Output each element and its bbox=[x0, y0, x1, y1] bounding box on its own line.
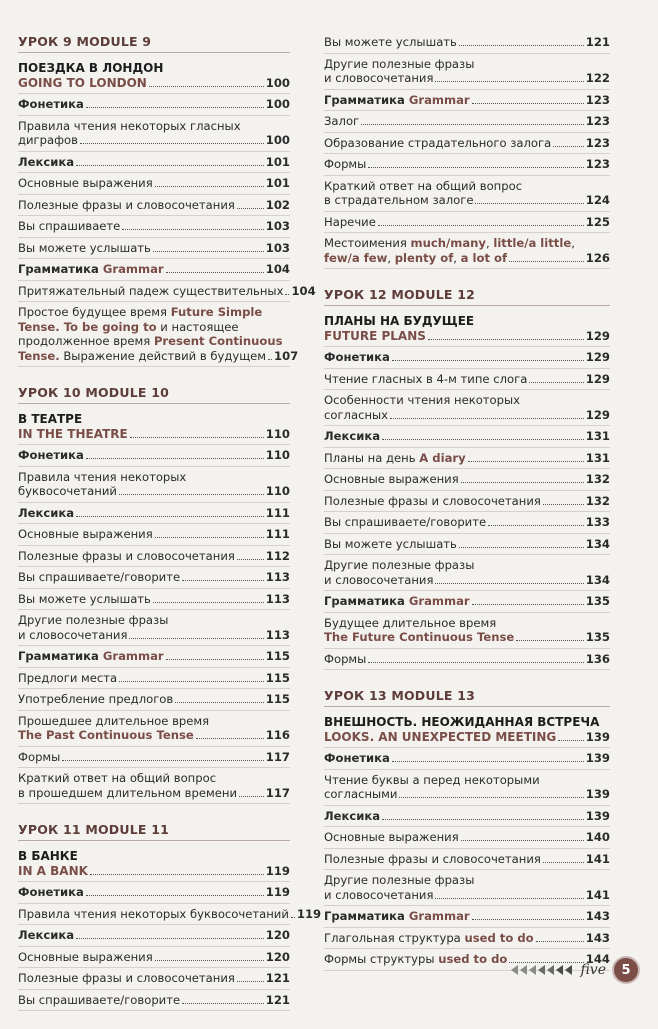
page-number: 100 bbox=[265, 75, 290, 90]
toc-entry[interactable]: Образование страдательного залога 123 bbox=[324, 133, 610, 155]
page-word: five bbox=[580, 962, 606, 978]
unit-11 bbox=[18, 822, 322, 1011]
toc-entry[interactable]: Лексика 101 bbox=[18, 152, 290, 174]
toc-entry[interactable]: Грамматика Grammar 123 bbox=[324, 90, 610, 112]
toc-entry[interactable]: Употребление предлогов 115 bbox=[18, 689, 290, 711]
unit-9 bbox=[18, 34, 316, 367]
toc-entry[interactable]: Другие полезные фразы и словосочетания 134 bbox=[324, 555, 610, 591]
toc-entry[interactable]: Вы можете услышать 113 bbox=[18, 589, 290, 611]
toc-entry[interactable]: Полезные фразы и словосочетания 132 bbox=[324, 491, 610, 513]
toc-entry[interactable]: Лексика 131 bbox=[324, 426, 610, 448]
toc-entry[interactable]: Лексика 120 bbox=[18, 925, 290, 947]
toc-entry[interactable]: Фонетика 119 bbox=[18, 882, 290, 904]
unit-heading: УРОК 13 MODULE 13 bbox=[324, 688, 610, 707]
toc-entry[interactable]: Полезные фразы и словосочетания 102 bbox=[18, 195, 290, 217]
unit-10 bbox=[18, 385, 290, 804]
toc-entry[interactable]: Фонетика 100 bbox=[18, 94, 290, 116]
toc-entry[interactable]: Будущее длительное время The Future Continuous Tense 135 bbox=[324, 613, 610, 649]
title-ru: ПОЕЗДКА В ЛОНДОН bbox=[18, 61, 164, 75]
unit-title[interactable]: ПЛАНЫ НА БУДУЩЕЕ FUTURE PLANS 129 bbox=[324, 311, 610, 347]
toc-entry[interactable]: Фонетика 139 bbox=[324, 748, 610, 770]
toc-entry[interactable]: Вы можете услышать 103 bbox=[18, 238, 290, 260]
unit-heading: УРОК 10 MODULE 10 bbox=[18, 385, 290, 404]
toc-entry[interactable]: Формы 117 bbox=[18, 747, 290, 769]
toc-entry[interactable]: Притяжательный падеж существительных 104 bbox=[18, 281, 290, 303]
toc-entry[interactable]: Залог 123 bbox=[324, 111, 610, 133]
toc-entry[interactable]: Правила чтения некоторых буквосочетаний 110 bbox=[18, 467, 290, 503]
toc-entry[interactable]: Прошедшее длительное время The Past Continuous Tense 116 bbox=[18, 711, 290, 747]
toc-entry[interactable]: Лексика 111 bbox=[18, 503, 290, 525]
toc-entry[interactable]: Другие полезные фразы и словосочетания 141 bbox=[324, 870, 610, 906]
toc-entry[interactable]: Наречие 125 bbox=[324, 212, 610, 234]
unit-11-continued bbox=[324, 32, 610, 269]
toc-entry[interactable]: Основные выражения 120 bbox=[18, 947, 290, 969]
title-en: GOING TO LONDON bbox=[18, 75, 147, 90]
toc-entry[interactable]: Лексика 139 bbox=[324, 806, 610, 828]
page-footer bbox=[511, 958, 638, 982]
toc-entry[interactable]: Полезные фразы и словосочетания 141 bbox=[324, 849, 610, 871]
toc-entry[interactable]: Фонетика 110 bbox=[18, 445, 290, 467]
toc-entry[interactable]: Вы можете услышать 121 bbox=[324, 32, 610, 54]
toc-entry[interactable]: Чтение гласных в 4-м типе слога 129 bbox=[324, 369, 610, 391]
toc-entry[interactable]: Основные выражения 111 bbox=[18, 524, 290, 546]
page-number-badge: 5 bbox=[614, 958, 638, 982]
right-column bbox=[324, 32, 610, 989]
toc-entry[interactable]: Грамматика Grammar 115 bbox=[18, 646, 290, 668]
toc-entry[interactable]: Основные выражения 132 bbox=[324, 469, 610, 491]
toc-entry[interactable]: Вы спрашиваете/говорите 113 bbox=[18, 567, 290, 589]
unit-heading: УРОК 11 MODULE 11 bbox=[18, 822, 290, 841]
unit-heading: УРОК 12 MODULE 12 bbox=[324, 287, 610, 306]
unit-title[interactable]: В ТЕАТРЕ IN THE THEATRE 110 bbox=[18, 409, 290, 445]
unit-title[interactable]: В БАНКЕ IN A BANK 119 bbox=[18, 846, 290, 882]
toc-entry[interactable]: Другие полезные фразы и словосочетания 113 bbox=[18, 610, 290, 646]
toc-entry[interactable]: Краткий ответ на общий вопрос в страдательном залоге 124 bbox=[324, 176, 610, 212]
toc-entry[interactable]: Простое будущее время Future Simple Tense. To be going to и настоящее продолженное время Present Continuous Tense. Выражение действий в будущем 107 bbox=[18, 302, 290, 367]
unit-12 bbox=[324, 287, 610, 670]
left-column bbox=[18, 34, 322, 1029]
toc-entry[interactable]: Формы структуры used to do 144 bbox=[324, 949, 610, 971]
toc-entry[interactable]: Вы можете услышать 134 bbox=[324, 534, 610, 556]
toc-entry[interactable]: Грамматика Grammar 104 bbox=[18, 259, 290, 281]
toc-entry[interactable]: Полезные фразы и словосочетания 121 bbox=[18, 968, 290, 990]
unit-heading: УРОК 9 MODULE 9 bbox=[18, 34, 290, 53]
toc-entry[interactable]: Планы на день A diary 131 bbox=[324, 448, 610, 470]
toc-entry[interactable]: Фонетика 129 bbox=[324, 347, 610, 369]
toc-entry[interactable]: Вы спрашиваете 103 bbox=[18, 216, 290, 238]
toc-entry[interactable]: Правила чтения некоторых буквосочетаний 119 bbox=[18, 904, 290, 926]
back-arrows-icon bbox=[511, 965, 572, 975]
toc-entry[interactable]: Особенности чтения некоторых согласных 129 bbox=[324, 390, 610, 426]
toc-entry[interactable]: Вы спрашиваете/говорите 121 bbox=[18, 990, 290, 1012]
toc-entry[interactable]: Грамматика Grammar 143 bbox=[324, 906, 610, 928]
toc-entry[interactable]: Формы 123 bbox=[324, 154, 610, 176]
toc-entry[interactable]: Основные выражения 101 bbox=[18, 173, 290, 195]
unit-13 bbox=[324, 688, 610, 971]
toc-entry[interactable]: Чтение буквы а перед некоторыми согласными 139 bbox=[324, 770, 610, 806]
toc-entry[interactable]: Грамматика Grammar 135 bbox=[324, 591, 610, 613]
toc-entry[interactable]: Вы спрашиваете/говорите 133 bbox=[324, 512, 610, 534]
toc-entry[interactable]: Формы 136 bbox=[324, 649, 610, 671]
toc-entry[interactable]: Предлоги места 115 bbox=[18, 668, 290, 690]
toc-entry[interactable]: Другие полезные фразы и словосочетания 122 bbox=[324, 54, 610, 90]
toc-entry[interactable]: Правила чтения некоторых гласных диграфов 100 bbox=[18, 116, 290, 152]
toc-entry[interactable]: Полезные фразы и словосочетания 112 bbox=[18, 546, 290, 568]
toc-entry[interactable]: Местоимения much/many, little/a little, few/a few, plenty of, a lot of 126 bbox=[324, 233, 610, 269]
toc-entry[interactable]: Глагольная структура used to do 143 bbox=[324, 928, 610, 950]
unit-title[interactable] bbox=[18, 58, 290, 94]
unit-title[interactable]: ВНЕШНОСТЬ. НЕОЖИДАННАЯ ВСТРЕЧА LOOKS. AN UNEXPECTED MEETING 139 bbox=[324, 712, 610, 748]
toc-entry[interactable]: Краткий ответ на общий вопрос в прошедшем длительном времени 117 bbox=[18, 768, 290, 804]
toc-entry[interactable]: Основные выражения 140 bbox=[324, 827, 610, 849]
